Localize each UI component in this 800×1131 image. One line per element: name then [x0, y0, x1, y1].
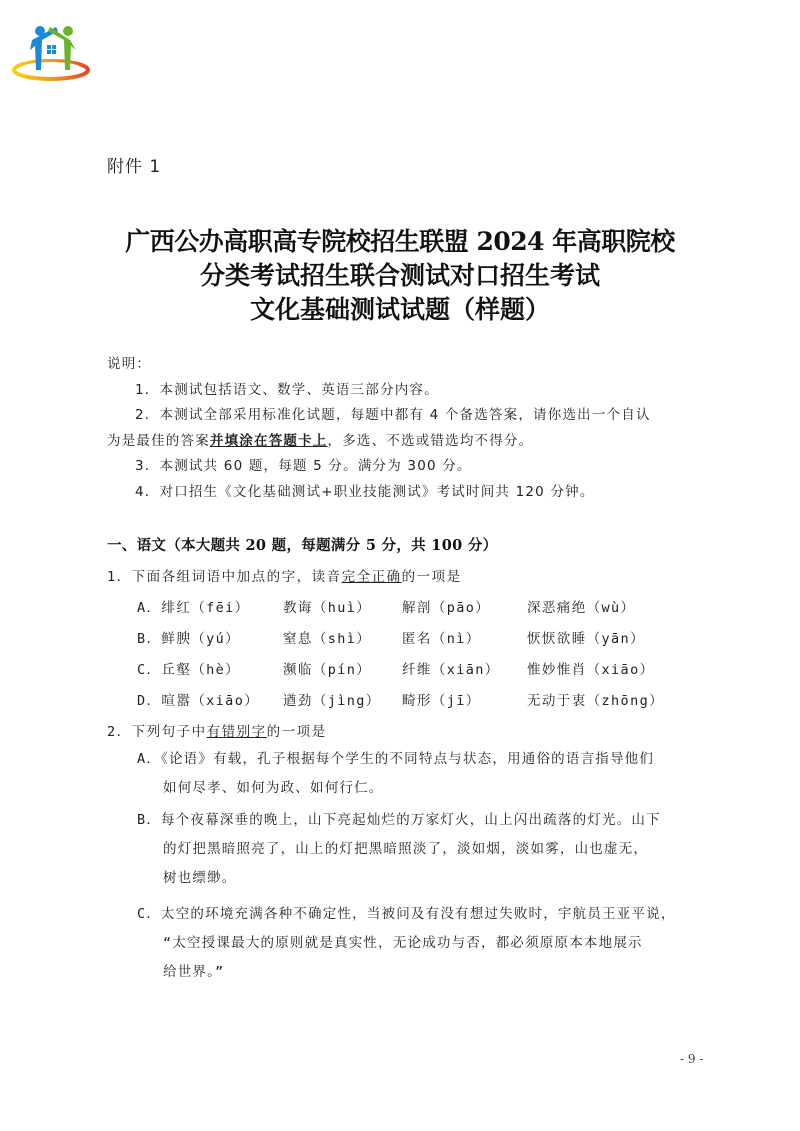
instructions-heading: 说明： [107, 356, 152, 372]
question-stem: 2．下列句子中有错别字的一项是 [107, 724, 327, 740]
emphasized-text: 有错别字 [206, 724, 267, 740]
instruction-item: 4．对口招生《文化基础测试+职业技能测试》考试时间共 120 分钟。 [135, 483, 595, 500]
emphasized-text: 完全正确 [341, 569, 402, 585]
instruction-item: 1．本测试包括语文、数学、英语三部分内容。 [135, 381, 439, 398]
instruction-item: 3．本测试共 60 题，每题 5 分。满分为 300 分。 [135, 458, 472, 474]
instructions [107, 352, 707, 505]
page-number: - 9 - [680, 1052, 704, 1066]
title-line-1: 广西公办高职高专院校招生联盟 2024 年高职院校 [125, 227, 675, 256]
document-title [0, 225, 800, 327]
question-stem: 1．下面各组词语中加点的字，读音完全正确的一项是 [107, 569, 462, 585]
emphasized-text: 并填涂在答题卡上 [209, 432, 328, 449]
option-b: B．每个夜幕深垂的晚上，山下亮起灿烂的万家灯火，山上闪出疏落的灯光。山下 的灯把黑暗照亮了，山上的灯把黑暗照淡了，淡如烟，淡如雾，山也虚无， 树也缥缈。 [137, 812, 661, 886]
attachment-label: 附件 1 [107, 157, 162, 177]
logo [10, 18, 92, 84]
section-heading: 一、语文（本大题共 20 题，每题满分 5 分，共 100 分） [107, 537, 498, 554]
title-line-3: 文化基础测试试题（样题） [249, 295, 550, 324]
instruction-item-continuation: 为是最佳的答案并填涂在答题卡上，多选、不选或错选均不得分。 [107, 432, 534, 449]
house-people-logo-icon [10, 18, 92, 84]
instruction-item: 2．本测试全部采用标准化试题，每题中都有 4 个备选答案，请你选出一个自认 [135, 407, 651, 423]
option-a: A．《论语》有载，孔子根据每个学生的不同特点与状态，用通俗的语言指导他们 如何尽孝、如何为政、如何行仁。 [137, 751, 655, 796]
title-line-2: 分类考试招生联合测试对口招生考试 [199, 261, 600, 290]
option-c: C．太空的环境充满各种不确定性，当被问及有没有想过失败时，宇航员王亚平说， “太空授课最大的原则就是真实性，无论成功与否，都必须原原本本地展示 给世界。” [137, 906, 676, 980]
